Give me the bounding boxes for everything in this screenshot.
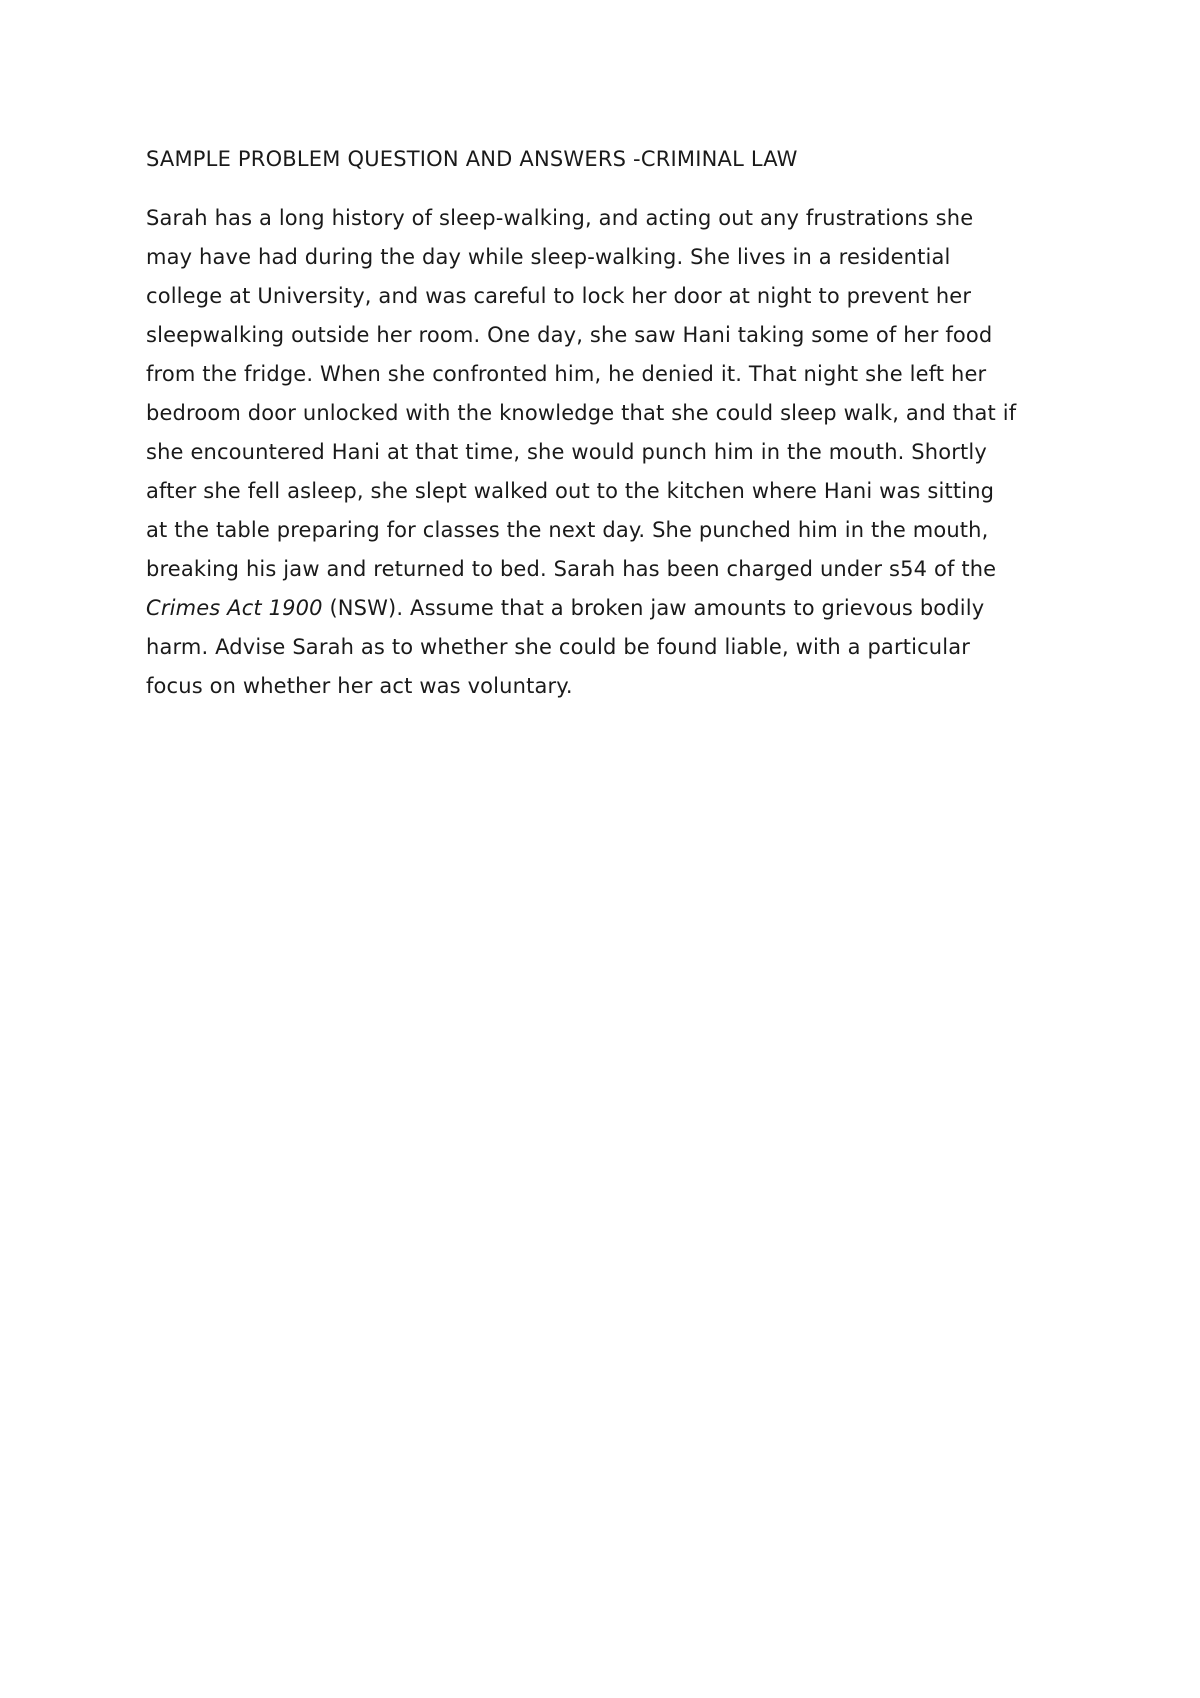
paragraph-line: may have had during the day while sleep-walking. She lives in a residential — [146, 245, 951, 269]
paragraph-line: after she fell asleep, she slept walked out to the kitchen where Hani was sitting — [146, 479, 995, 503]
paragraph-line: Sarah has a long history of sleep-walking, and acting out any frustrations she — [146, 206, 974, 230]
paragraph-line: focus on whether her act was voluntary. — [146, 674, 573, 698]
citation-continuation: (NSW). Assume that a broken jaw amounts to grievous bodily — [322, 596, 985, 620]
paragraph-line: she encountered Hani at that time, she would punch him in the mouth. Shortly — [146, 440, 987, 464]
paragraph-line: bedroom door unlocked with the knowledge that she could sleep walk, and that if — [146, 401, 1017, 425]
paragraph-line: harm. Advise Sarah as to whether she could be found liable, with a particular — [146, 635, 971, 659]
document-content — [146, 145, 1066, 706]
paragraph-line: from the fridge. When she confronted him, he denied it. That night she left her — [146, 362, 987, 386]
problem-paragraph — [146, 199, 1066, 706]
paragraph-line: at the table preparing for classes the next day. She punched him in the mouth, — [146, 518, 989, 542]
document-title: SAMPLE PROBLEM QUESTION AND ANSWERS -CRIMINAL LAW — [146, 147, 798, 171]
paragraph-line: college at University, and was careful to lock her door at night to prevent her — [146, 284, 972, 308]
paragraph-line-citation — [146, 589, 1066, 628]
statute-citation: Crimes Act 1900 — [146, 596, 323, 620]
paragraph-line: breaking his jaw and returned to bed. Sarah has been charged under s54 of the — [146, 557, 997, 581]
paragraph-line: sleepwalking outside her room. One day, she saw Hani taking some of her food — [146, 323, 993, 347]
